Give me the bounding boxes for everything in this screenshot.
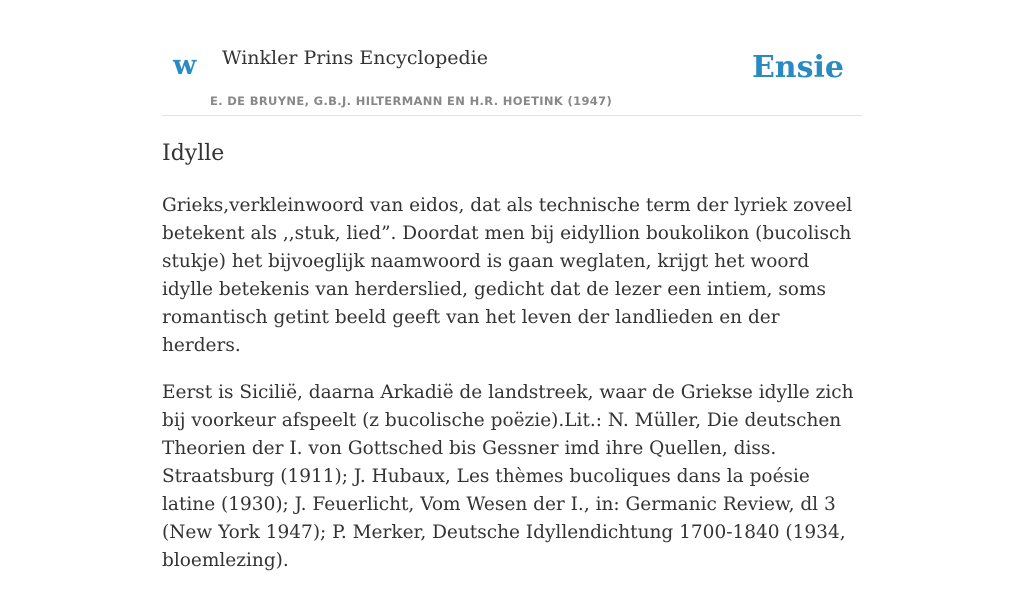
source-authors: E. DE BRUYNE, G.B.J. HILTERMANN EN H.R. HOETINK (1947) xyxy=(210,94,613,108)
article-paragraph: Grieks,verkleinwoord van eidos, dat als technische term der lyriek zoveel betekent als ,,stuk, lied”. Doordat men bij eidyllion boukolikon (bucolisch stukje) het bijvoeglijk naamwoord is gaan weglaten, krijgt het woord idylle betekenis van herderslied, gedicht dat de lezer een intiem, soms romantisch getint beeld geeft van het leven der landlieden en der herders. xyxy=(162,195,853,356)
article-paragraph: Eerst is Sicilië, daarna Arkadië de landstreek, waar de Griekse idylle zich bij voorkeur afspeelt (z bucolische poëzie).Lit.: N. Müller, Die deutschen Theorien der I. von Gottsched bis Gessner imd ihre Quellen, diss. Straatsburg (1911); J. Hubaux, Les thèmes bucoliques dans la poésie latine (1930); J. Feuerlicht, Vom Wesen der I., in: Germanic Review, dl 3 (New York 1947); P. Merker, Deutsche Idyllendichtung 1700-1840 (1934, bloemlezing). xyxy=(162,382,854,571)
ensie-logo[interactable]: Ensie xyxy=(751,50,844,85)
header xyxy=(162,0,862,116)
article-body xyxy=(162,192,862,594)
page xyxy=(162,0,862,571)
source-logo[interactable]: w xyxy=(173,50,197,81)
page-title: Idylle xyxy=(162,141,225,166)
source-title[interactable]: Winkler Prins Encyclopedie xyxy=(222,47,488,69)
